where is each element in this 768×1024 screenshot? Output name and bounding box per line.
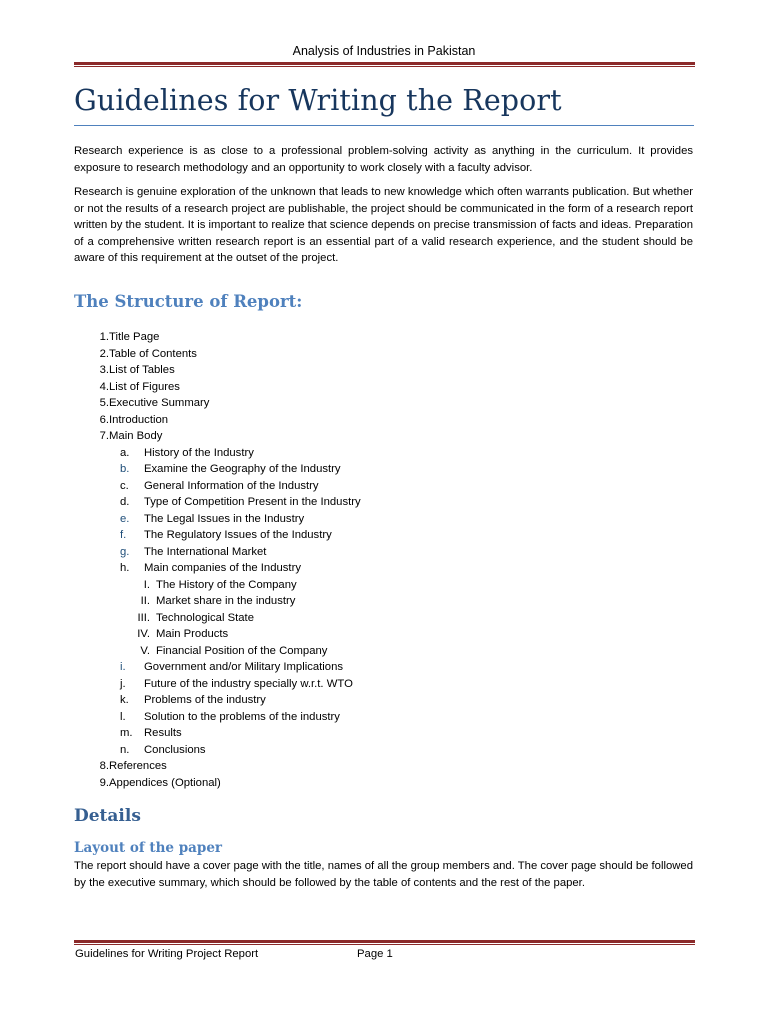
outline-item <box>0 725 768 741</box>
outline-item-marker: I. <box>143 578 150 591</box>
outline-item-label: Main Body <box>109 430 163 442</box>
outline-item-marker: a. <box>120 446 130 459</box>
outline-item <box>0 428 768 444</box>
outline-item-marker: l. <box>120 710 126 723</box>
outline-item-label: Executive Summary <box>109 397 210 409</box>
outline-item-label: Type of Competition Present in the Industry <box>144 496 361 508</box>
outline-item <box>0 676 768 692</box>
outline-item-marker: i. <box>120 661 126 673</box>
outline-item-marker: II. <box>140 595 150 607</box>
outline-item-label: Table of Contents <box>109 347 197 360</box>
outline-item-marker: 9. <box>99 776 109 789</box>
outline-item-label: The Regulatory Issues of the Industry <box>144 529 332 541</box>
outline-item-marker: j. <box>120 677 126 690</box>
outline-item-marker: 6. <box>99 413 109 426</box>
outline-item-marker: n. <box>120 743 130 756</box>
outline-item-marker: V. <box>140 644 150 657</box>
outline-item <box>0 478 768 494</box>
outline-item-label: List of Tables <box>109 364 175 376</box>
outline-item-marker: f. <box>120 529 127 541</box>
outline-item-label: Main companies of the Industry <box>144 562 301 574</box>
outline-item-marker: 1. <box>99 331 109 343</box>
outline-item-label: Introduction <box>109 413 169 426</box>
outline-item <box>0 659 768 675</box>
outline-item <box>0 643 768 659</box>
outline-item <box>0 527 768 543</box>
outline-item-label: Future of the industry specially w.r.t. WTO <box>144 677 353 690</box>
header-rule <box>74 62 695 67</box>
outline-item-label: Examine the Geography of the Industry <box>144 463 341 475</box>
outline-item-label: Results <box>144 727 182 739</box>
outline-item-marker: 5. <box>99 397 109 409</box>
outline-item-marker: c. <box>120 479 129 492</box>
page-title: Guidelines for Writing the Report <box>74 84 562 117</box>
outline-item-label: The International Market <box>144 545 267 558</box>
outline-item-label: Technological State <box>156 611 254 624</box>
outline-item <box>0 445 768 461</box>
outline-item <box>0 709 768 725</box>
outline-item <box>0 379 768 395</box>
outline-item <box>0 511 768 527</box>
outline-item <box>0 758 768 774</box>
outline-item-marker: b. <box>120 463 130 475</box>
outline-item-marker: 2. <box>99 347 109 360</box>
outline-item <box>0 610 768 626</box>
footer-title: Guidelines for Writing Project Report <box>75 948 259 960</box>
outline-item <box>0 577 768 593</box>
outline-item-marker: m. <box>120 727 133 739</box>
footer-rule <box>74 940 695 945</box>
outline-item-label: General Information of the Industry <box>144 479 319 492</box>
structure-heading: The Structure of Report: <box>74 292 303 311</box>
layout-heading: Layout of the paper <box>74 840 223 856</box>
outline-item <box>0 692 768 708</box>
outline-item <box>0 560 768 576</box>
outline-item-label: Market share in the industry <box>156 595 296 607</box>
intro-paragraph-1: Research experience is as close to a professional problem-solving activity as anything in the curriculum. It provides exposure to research methodology and an opportunity to work closely with a faculty advisor. <box>74 145 693 174</box>
outline-item-label: Title Page <box>109 331 160 343</box>
outline-item <box>0 362 768 378</box>
outline-item-marker: 8. <box>99 760 109 772</box>
details-heading: Details <box>74 806 141 826</box>
outline-item-marker: III. <box>137 611 150 624</box>
outline-item-label: The History of the Company <box>156 578 297 591</box>
outline-item <box>0 346 768 362</box>
outline-item-marker: k. <box>120 694 129 706</box>
outline-item <box>0 775 768 791</box>
outline-item-label: Problems of the industry <box>144 694 266 706</box>
outline-item-marker: g. <box>120 545 130 558</box>
outline-item-label: Financial Position of the Company <box>156 644 328 657</box>
outline-item <box>0 544 768 560</box>
outline-item-label: The Legal Issues in the Industry <box>144 512 305 525</box>
outline-item-label: Appendices (Optional) <box>109 776 221 789</box>
outline-item-marker: IV. <box>137 628 150 640</box>
outline-item <box>0 494 768 510</box>
outline-item <box>0 742 768 758</box>
outline-item <box>0 461 768 477</box>
page-number: Page 1 <box>357 948 393 960</box>
title-underline <box>74 125 694 126</box>
running-header: Analysis of Industries in Pakistan <box>292 44 476 58</box>
outline-item-marker: e. <box>120 512 130 525</box>
outline-item-label: Main Products <box>156 628 229 640</box>
outline-item <box>0 626 768 642</box>
outline-item <box>0 593 768 609</box>
outline-item-label: References <box>109 760 167 772</box>
outline-item-label: Government and/or Military Implications <box>144 661 344 673</box>
outline-item-marker: 4. <box>99 380 109 393</box>
outline-item-marker: h. <box>120 562 130 574</box>
outline-item-label: Conclusions <box>144 743 206 756</box>
outline-item-label: History of the Industry <box>144 446 254 459</box>
outline-item <box>0 412 768 428</box>
outline-item-marker: d. <box>120 496 130 508</box>
layout-paragraph: The report should have a cover page with the title, names of all the group members and. The cover page should be followed by the executive summary, which should be followed by the table of contents and the rest of the paper. <box>74 860 693 889</box>
outline-item-label: Solution to the problems of the industry <box>144 710 340 723</box>
intro-paragraph-2: Research is genuine exploration of the unknown that leads to new knowledge which often warrants publication. But whether or not the results of a research project are publishable, the project should be communicated in the form of a research report written by the student. It is important to realize that science depends on precise transmission of facts and ideas. Preparation of a comprehensive written research report is an essential part of a valid research experience, and the student should be aware of this requirement at the outset of the project. <box>74 186 693 264</box>
outline-item <box>0 329 768 345</box>
outline-item-marker: 7. <box>99 430 109 442</box>
outline-item-label: List of Figures <box>109 380 180 393</box>
outline-item <box>0 395 768 411</box>
outline-item-marker: 3. <box>99 364 109 376</box>
